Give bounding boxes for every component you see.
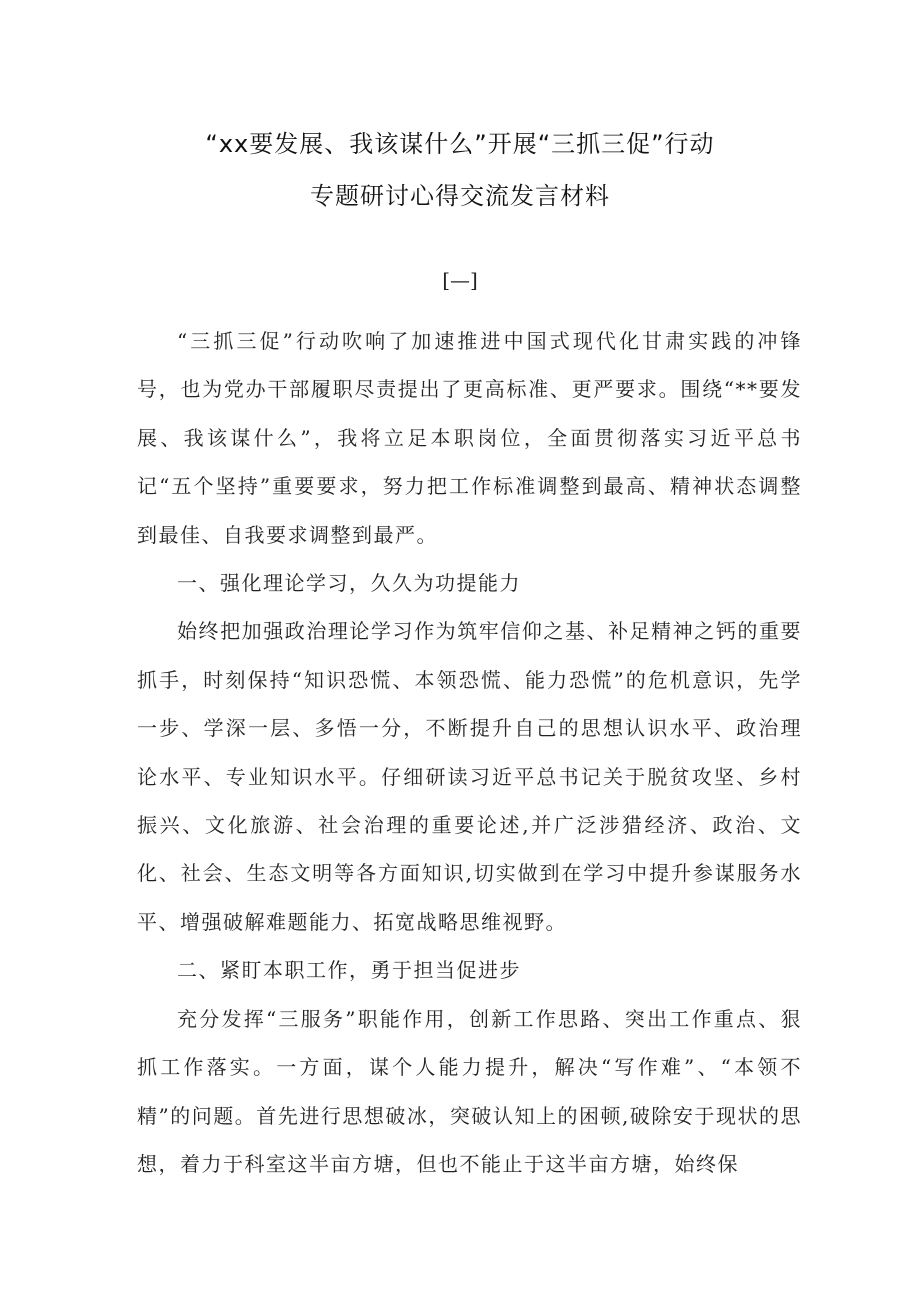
document-title-line-1: “xx要发展、我该谋什么”开展“三抓三促”行动 (205, 130, 715, 158)
section-heading-2: 二、紧盯本职工作，勇于担当促进步 (177, 958, 521, 983)
document-body (137, 317, 802, 1188)
section-marker: [—] (442, 268, 478, 292)
section-2-paragraph: 充分发挥“三服务”职能作用，创新工作思路、突出工作重点、狠抓工作落实。一方面，谋个人能力提升，解决“写作难”、“本领不精”的问题。首先进行思想破冰，突破认知上的困顿,破除安于现状的思想，着力于科室这半亩方塘，但也不能止于这半亩方塘，始终保 (137, 1006, 802, 1176)
section-heading-1: 一、强化理论学习，久久为功提能力 (177, 571, 521, 596)
section-1-paragraph: 始终把加强政治理论学习作为筑牢信仰之基、补足精神之钙的重要抓手，时刻保持“知识恐慌、本领恐慌、能力恐慌”的危机意识，先学一步、学深一层、多悟一分，不断提升自己的思想认识水平、政治理论水平、专业知识水平。仔细研读习近平总书记关于脱贫攻坚、乡村振兴、文化旅游、社会治理的重要论述,并广泛涉猎经济、政治、文化、社会、生态文明等各方面知识,切实做到在学习中提升参谋服务水平、增强破解难题能力、拓宽战略思维视野。 (137, 619, 802, 934)
intro-paragraph: “三抓三促”行动吹响了加速推进中国式现代化甘肃实践的冲锋号，也为党办干部履职尽责提出了更高标准、更严要求。围绕“**要发展、我该谋什么”，我将立足本职岗位，全面贯彻落实习近平总书记“五个坚持”重要要求，努力把工作标准调整到最高、精神状态调整到最佳、自我要求调整到最严。 (137, 329, 802, 547)
document-title-line-2: 专题研讨心得交流发言材料 (310, 182, 610, 210)
